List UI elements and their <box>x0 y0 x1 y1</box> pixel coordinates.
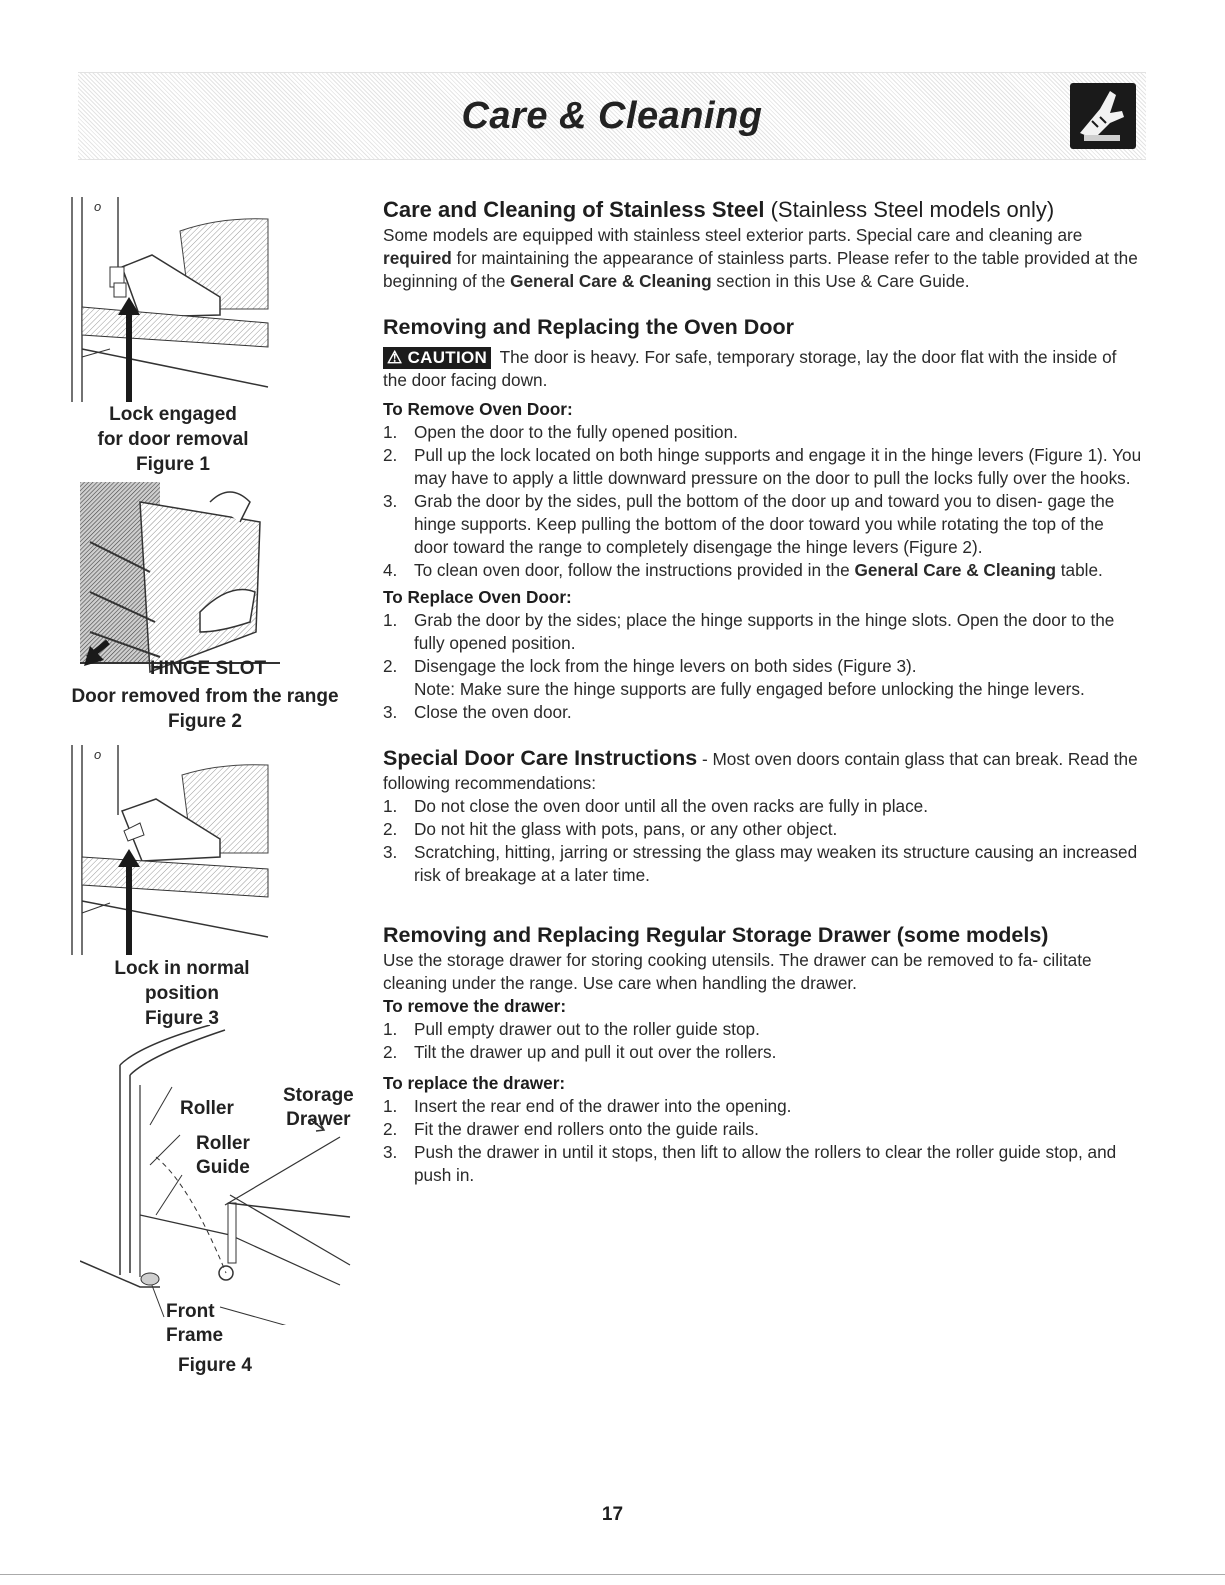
stainless-paragraph <box>383 224 1143 293</box>
list-number: 2. <box>383 819 398 839</box>
list-item <box>383 1018 1143 1041</box>
caption-line: for door removal <box>97 429 249 450</box>
caption-line: Figure 1 <box>136 454 210 475</box>
list-item <box>383 795 1143 818</box>
caption-line: Lock engaged <box>109 404 237 425</box>
special-care-intro: - Most oven doors contain glass that can break. Read the following recommendations: <box>383 749 1138 793</box>
list-number: 4. <box>383 560 398 580</box>
remove-drawer-steps <box>383 1018 1143 1064</box>
remove-door-heading: To Remove Oven Door: <box>383 399 573 419</box>
stainless-heading <box>383 196 1143 224</box>
figure-1-illustration <box>70 197 275 402</box>
list-number: 1. <box>383 1096 398 1116</box>
caption-line: Lock in normal <box>114 958 250 979</box>
replace-door-steps <box>383 609 1143 724</box>
page-title: Care & Cleaning <box>461 95 763 137</box>
page-number: 17 <box>601 1504 624 1525</box>
list-item <box>383 559 1143 582</box>
drawer-intro: Use the storage drawer for storing cooking utensils. The drawer can be removed to fa- cilitate cleaning under the range. Use care when handling the drawer. <box>383 950 1092 993</box>
figure-3-caption <box>82 956 282 1031</box>
list-number: 2. <box>383 1119 398 1139</box>
special-care-paragraph <box>383 744 1143 795</box>
bold-run: General Care & Cleaning <box>854 560 1056 580</box>
caution-paragraph <box>383 346 1143 392</box>
list-item <box>383 841 1143 887</box>
list-text: Pull empty drawer out to the roller guide stop. <box>414 1019 760 1039</box>
list-number: 1. <box>383 422 398 442</box>
list-text: Push the drawer in until it stops, then lift to allow the rollers to clear the roller guide stop, and push in. <box>414 1142 1117 1185</box>
replace-drawer-heading: To replace the drawer: <box>383 1073 566 1093</box>
figure-2-caption <box>60 684 350 734</box>
list-number: 3. <box>383 842 398 862</box>
list-number: 2. <box>383 445 398 465</box>
list-text: Close the oven door. <box>414 702 572 722</box>
list-text: Pull up the lock located on both hinge supports and engage it in the hinge levers (Figure 1). You may have to apply a little downward pressure on the door to pull the locks fully over the hooks. <box>414 445 1142 488</box>
list-number: 3. <box>383 702 398 722</box>
header-band <box>78 72 1146 160</box>
roller-label: Roller <box>180 1098 234 1119</box>
list-item <box>383 655 1143 701</box>
list-text: Fit the drawer end rollers onto the guide rails. <box>414 1119 759 1139</box>
label-line: Storage <box>283 1085 354 1106</box>
label-line: Front <box>166 1301 215 1322</box>
figure-2-illustration <box>80 482 280 682</box>
list-text: To clean oven door, follow the instructions provided in the <box>414 560 855 580</box>
list-number: 2. <box>383 1042 398 1062</box>
list-item <box>383 609 1143 655</box>
remove-drawer-heading: To remove the drawer: <box>383 996 567 1016</box>
list-text: Do not hit the glass with pots, pans, or any other object. <box>414 819 838 839</box>
svg-text:o: o <box>94 199 102 214</box>
list-text: Grab the door by the sides; place the hinge supports in the hinge slots. Open the door to the fully opened position. <box>414 610 1115 653</box>
list-text: Insert the rear end of the drawer into the opening. <box>414 1096 792 1116</box>
text-run: section in this Use & Care Guide. <box>711 271 970 291</box>
list-number: 2. <box>383 656 398 676</box>
list-text: Scratching, hitting, jarring or stressing the glass may weaken its structure causing an increased risk of breakage at a later time. <box>414 842 1138 885</box>
caption-line: position <box>145 983 219 1004</box>
replace-drawer-steps <box>383 1095 1143 1187</box>
hinge-slot-label: HINGE SLOT <box>150 658 267 679</box>
list-item <box>383 421 1143 444</box>
list-number: 1. <box>383 1019 398 1039</box>
label-line: Roller <box>196 1133 250 1154</box>
text-run: Some models are equipped with stainless steel exterior parts. Special care and cleaning are <box>383 225 1083 245</box>
figure-1-caption <box>68 402 278 477</box>
list-item <box>383 444 1143 490</box>
label-line: Frame <box>166 1325 224 1346</box>
list-item <box>383 701 1143 724</box>
bold-run: required <box>383 248 452 268</box>
caution-text: The door is heavy. For safe, temporary storage, lay the door flat with the inside of the door facing down. <box>383 347 1117 390</box>
list-text: Tilt the drawer up and pull it out over the rollers. <box>414 1042 777 1062</box>
oven-door-heading: Removing and Replacing the Oven Door <box>383 315 794 339</box>
front-frame-label <box>166 1300 223 1348</box>
bottom-divider <box>0 1574 1225 1575</box>
caution-badge: ⚠ CAUTION <box>383 347 491 369</box>
label-line: Guide <box>196 1157 250 1178</box>
list-text: Grab the door by the sides, pull the bottom of the door up and toward you to disen- gage the hinge supports. Keep pulling the bottom of the door toward you while rotating the top of the door toward the range to completely disengage the hinge levers (Figure 2). <box>414 491 1115 557</box>
list-text: Open the door to the fully opened position. <box>414 422 738 442</box>
caption-line: Door removed from the range <box>71 686 339 707</box>
drawer-heading: Removing and Replacing Regular Storage Drawer (some models) <box>383 923 1049 947</box>
text-run: for maintaining the appearance of stainless parts. Please refer to the table provided at the beginning of the <box>383 248 1138 291</box>
list-number: 1. <box>383 796 398 816</box>
bold-run: General Care & Cleaning <box>510 271 712 291</box>
note-text: Note: Make sure the hinge supports are fully engaged before unlocking the hinge levers. <box>414 679 1085 699</box>
special-care-heading: Special Door Care Instructions <box>383 746 698 770</box>
list-item <box>383 1141 1143 1187</box>
list-item <box>383 1095 1143 1118</box>
main-content <box>383 196 1143 1187</box>
caption-line: Figure 2 <box>168 711 242 732</box>
storage-drawer-label <box>283 1084 354 1132</box>
cleaning-hand-icon <box>1070 83 1136 149</box>
list-number: 3. <box>383 491 398 511</box>
list-item <box>383 1041 1143 1064</box>
stainless-heading-light: (Stainless Steel models only) <box>764 197 1055 222</box>
roller-guide-label <box>196 1132 250 1180</box>
list-number: 1. <box>383 610 398 630</box>
svg-text:o: o <box>94 747 102 762</box>
stainless-heading-bold: Care and Cleaning of Stainless Steel <box>383 197 765 222</box>
label-line: Drawer <box>286 1109 351 1130</box>
list-text: Do not close the oven door until all the oven racks are fully in place. <box>414 796 929 816</box>
list-item <box>383 1118 1143 1141</box>
replace-door-heading: To Replace Oven Door: <box>383 587 572 607</box>
figure-3-illustration <box>70 745 275 955</box>
special-care-steps <box>383 795 1143 887</box>
remove-door-steps <box>383 421 1143 582</box>
list-item <box>383 818 1143 841</box>
list-text: Disengage the lock from the hinge levers on both sides (Figure 3). <box>414 656 917 676</box>
caption-line: Figure 3 <box>145 1008 219 1029</box>
list-number: 3. <box>383 1142 398 1162</box>
list-text: table. <box>1056 560 1103 580</box>
list-item <box>383 490 1143 559</box>
figure-4-caption: Figure 4 <box>178 1355 252 1376</box>
